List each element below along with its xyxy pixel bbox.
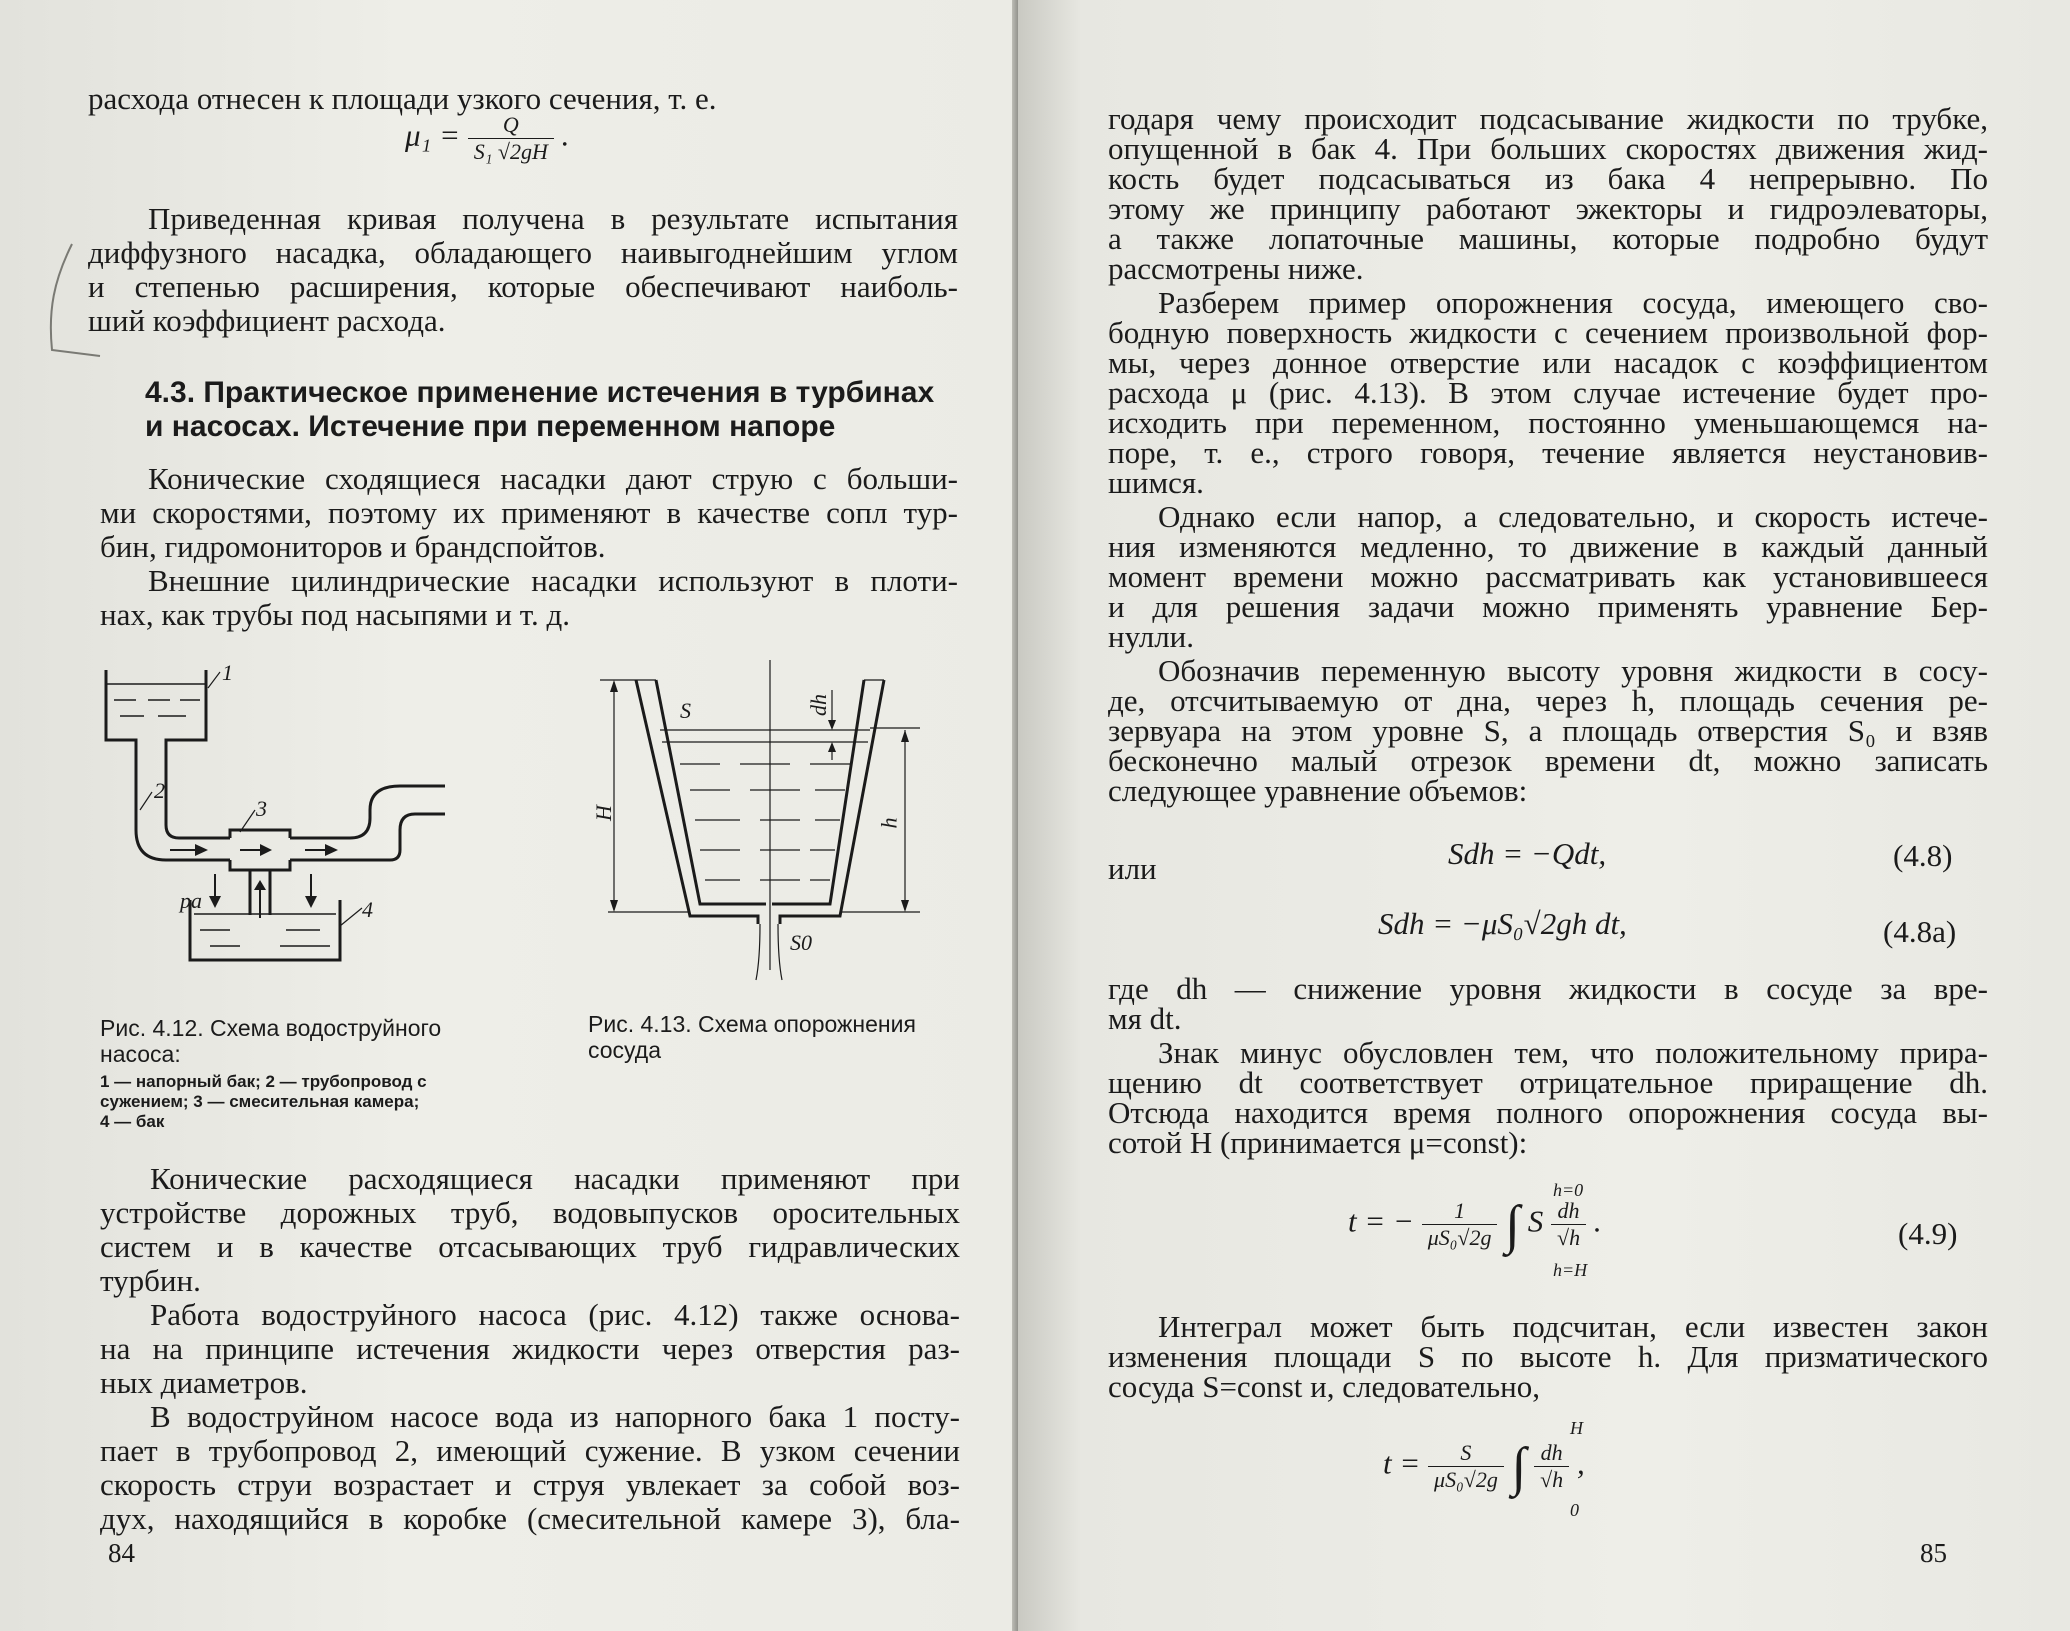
fig413-caption-line: сосуда — [588, 1037, 661, 1063]
formula-numerator: Q — [468, 112, 554, 139]
text-line: расхода μ (рис. 4.13). В этом случае истечение будет про- — [1108, 375, 1988, 410]
text-line: Приведенная кривая получена в результате испытания — [148, 201, 958, 236]
fig412-label-pa: pa — [180, 888, 202, 913]
eq49-upper-limit: h=0 — [1553, 1180, 1584, 1200]
pencil-margin-mark — [40, 240, 80, 360]
text-line: систем и в качестве отсасывающих труб гидравлических — [100, 1229, 960, 1264]
eq-last-lower-limit: 0 — [1570, 1500, 1579, 1520]
text-line: В водоструйном насосе вода из напорного бака 1 посту- — [150, 1399, 960, 1434]
text-line: пает в трубопровод 2, имеющий сужение. В узком сечении — [100, 1433, 960, 1468]
text-line: сосуда S=const и, следовательно, — [1108, 1369, 1541, 1404]
text-line: зервуара на этом уровне S, а площадь отверстия S₀ и взяв — [1108, 713, 1988, 748]
fig412-legend-line: 1 — напорный бак; 2 — трубопровод с — [100, 1072, 427, 1091]
text-line: бесконечно малый отрезок времени dt, можно записать — [1108, 743, 1988, 778]
text-line: Знак минус обусловлен тем, что положительному прира- — [1158, 1035, 1988, 1070]
text-line: устройстве дорожных труб, водовыпусков оросительных — [100, 1195, 960, 1230]
text-line: шимся. — [1108, 465, 1204, 500]
text-line: дух, находящийся в коробке (смесительной камере 3), бла- — [100, 1501, 960, 1536]
eq-last-denominator: μS₀√2g — [1434, 1467, 1498, 1492]
equation-prismatic — [1383, 1436, 1585, 1497]
text-line: Интеграл может быть подсчитан, если известен закон — [1158, 1309, 1988, 1344]
text-line: и для решения задачи можно применять уравнение Бер- — [1108, 589, 1988, 624]
text-line: кость будет подсасываться из бака 4 непрерывно. По — [1108, 161, 1988, 196]
fig413-label-dh: dh — [806, 694, 831, 716]
text-line: следующее уравнение объемов: — [1108, 773, 1528, 808]
integral-sign: ∫ — [1511, 1436, 1527, 1497]
text-line: где dh — снижение уровня жидкости в сосуде за вре- — [1108, 971, 1988, 1006]
fig412-label-1: 1 — [222, 660, 233, 685]
left-page — [0, 0, 1018, 1631]
text-line: опущенной в бак 4. При больших скоростях движения жид- — [1108, 131, 1988, 166]
eq-last-upper-limit: H — [1570, 1418, 1583, 1438]
fig412-label-3: 3 — [256, 796, 267, 821]
fig413-label-H: H — [590, 805, 616, 821]
eq49-integrand-fraction — [1551, 1198, 1586, 1251]
page-number-left: 84 — [108, 1538, 135, 1568]
text-line: на на принципе истечения жидкости через отверстия раз- — [100, 1331, 960, 1366]
eq49-integrand: S — [1527, 1203, 1544, 1239]
text-line: а также лопаточные машины, которые подробно будут — [1108, 221, 1988, 256]
eq49-denominator: μS₀√2g — [1427, 1225, 1492, 1250]
text-line: рассмотрены ниже. — [1108, 251, 1364, 286]
text-line: сотой H (принимается μ=const): — [1108, 1125, 1528, 1160]
section-heading-line1: 4.3. Практическое применение истечения в турбинах — [145, 376, 935, 409]
text-line: ший коэффициент расхода. — [88, 303, 446, 338]
text-line: поре, т. е., строго говоря, течение является неустановив- — [1108, 435, 1988, 470]
text-line: момент времени можно рассматривать как установившееся — [1108, 559, 1988, 594]
text-line: мя dt. — [1108, 1001, 1182, 1036]
text-line: Отсюда находится время полного опорожнения сосуда вы- — [1108, 1095, 1988, 1130]
text-line: Обозначив переменную высоту уровня жидкости в сосу- — [1158, 653, 1988, 688]
eq49-lhs: t = − — [1348, 1203, 1414, 1239]
text-line: ми скоростями, поэтому их применяют в качестве сопл тур- — [100, 495, 958, 530]
page-number-right: 85 — [1920, 1538, 1947, 1568]
text-line: бин, гидромониторов и брандспойтов. — [100, 529, 606, 564]
formula-tail: . — [561, 117, 570, 153]
formula-mu — [405, 112, 569, 165]
eq-last-lhs: t = — [1383, 1445, 1421, 1481]
formula-denominator: S₁ √2gH — [473, 139, 548, 164]
formula-fraction — [468, 112, 554, 165]
text-line: нулли. — [1108, 619, 1195, 654]
equation-4-9-number: (4.9) — [1898, 1216, 1958, 1251]
text-line: мы, через донное отверстие или насадок с коэффициентом — [1108, 345, 1988, 380]
fig412-label-2: 2 — [154, 778, 165, 803]
eq-last-tail: , — [1576, 1445, 1585, 1481]
eq49-fraction — [1422, 1198, 1498, 1251]
eq49-integrand-denominator: √h — [1557, 1225, 1581, 1250]
figure-4-12-diagram — [100, 660, 460, 1000]
eq49-lower-limit: h=H — [1553, 1260, 1588, 1280]
text-line: нах, как трубы под насыпями и т. д. — [100, 597, 571, 632]
text-line: турбин. — [100, 1263, 201, 1298]
text-line: диффузного насадка, обладающего наивыгоднейшим углом — [88, 235, 958, 270]
fig412-caption-title2: насоса: — [100, 1041, 181, 1067]
text-line: Конические сходящиеся насадки дают струю с больши- — [148, 461, 958, 496]
text-line: исходить при переменном, постоянно уменьшающемся на- — [1108, 405, 1988, 440]
equation-4-8a-number: (4.8a) — [1883, 914, 1957, 949]
text-line: Работа водоструйного насоса (рис. 4.12) также основа- — [150, 1297, 960, 1332]
fig412-caption-title: Рис. 4.12. Схема водоструйного — [100, 1015, 442, 1041]
fig413-label-h: h — [876, 817, 902, 829]
section-heading-line2: и насосах. Истечение при переменном напоре — [145, 410, 836, 443]
integral-sign: ∫ — [1505, 1194, 1521, 1255]
text-line: де, отсчитываемую от дна, через h, площадь сечения ре- — [1108, 683, 1988, 718]
text-line: и степенью расширения, которые обеспечивают наиболь- — [88, 269, 958, 304]
text-line: Внешние цилиндрические насадки используют в плоти- — [148, 563, 958, 598]
eq-last-numerator: S — [1428, 1440, 1504, 1467]
eq49-tail: . — [1593, 1203, 1602, 1239]
text-line: ных диаметров. — [100, 1365, 308, 1400]
text-line: Разберем пример опорожнения сосуда, имеющего сво- — [1158, 285, 1988, 320]
text-line: Конические расходящиеся насадки применяют при — [150, 1161, 960, 1196]
fig413-caption-line: Рис. 4.13. Схема опорожнения — [588, 1011, 916, 1037]
text-line: изменения площади S по высоте h. Для призматического — [1108, 1339, 1988, 1374]
text-line: Однако если напор, а следовательно, и скорость истече- — [1158, 499, 1988, 534]
eq-last-fraction — [1428, 1440, 1504, 1493]
eq-last-integrand-numerator: dh — [1534, 1440, 1569, 1467]
fig412-legend-line: 4 — бак — [100, 1112, 165, 1131]
equation-4-8-number: (4.8) — [1893, 838, 1953, 873]
text-line: годаря чему происходит подсасывание жидкости по трубке, — [1108, 101, 1988, 136]
text-line: расхода отнесен к площади узкого сечения, т. е. — [88, 81, 717, 116]
text-line: щению dt соответствует отрицательное приращение dh. — [1108, 1065, 1988, 1100]
text-line: ния изменяются медленно, то движение в каждый данный — [1108, 529, 1988, 564]
formula-lhs: μ₁ = — [405, 117, 461, 153]
equation-4-8a: Sdh = −μS₀√2gh dt, — [1378, 906, 1627, 941]
text-line: этому же принципу работают эжекторы и гидроэлеваторы, — [1108, 191, 1988, 226]
fig412-label-4: 4 — [362, 897, 373, 922]
equation-4-8: Sdh = −Qdt, — [1448, 836, 1607, 871]
eq49-integrand-numerator: dh — [1551, 1198, 1586, 1225]
fig412-legend-line: сужением; 3 — смесительная камера; — [100, 1092, 420, 1111]
fig413-label-S0: S0 — [790, 930, 812, 955]
eq49-numerator: 1 — [1422, 1198, 1498, 1225]
text-line: или — [1108, 851, 1157, 886]
eq-last-integrand-denominator: √h — [1540, 1467, 1564, 1492]
text-line: скорость струи возрастает и струя увлекает за собой воз- — [100, 1467, 960, 1502]
equation-4-9 — [1348, 1194, 1602, 1255]
eq-last-integrand-fraction — [1534, 1440, 1569, 1493]
right-page — [1018, 0, 2070, 1631]
fig413-label-S: S — [680, 698, 691, 723]
text-line: бодную поверхность жидкости с сечением произвольной фор- — [1108, 315, 1988, 350]
